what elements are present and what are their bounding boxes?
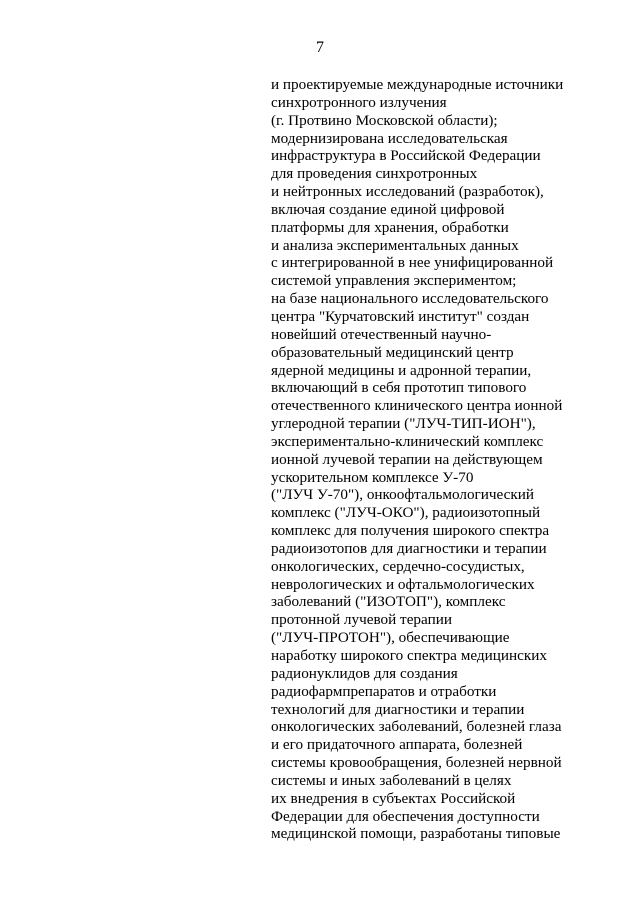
text-line: системы и иных заболеваний в целях [271,771,512,789]
text-line: включающий в себя прототип типового [271,379,527,397]
text-line: онкологических заболеваний, болезней глаза [271,718,562,736]
text-line: платформы для хранения, обработки [271,218,509,236]
text-line: медицинской помощи, разработаны типовые [271,825,561,843]
text-line: инфраструктура в Российской Федерации [271,147,541,165]
text-line: синхротронного излучения [271,93,447,111]
text-line: ("ЛУЧ-ПРОТОН"), обеспечивающие [271,629,510,647]
text-line: и его придаточного аппарата, болезней [271,736,523,754]
text-line: системой управления экспериментом; [271,272,517,290]
text-line: и нейтронных исследований (разработок), [271,183,544,201]
text-line: ионной лучевой терапии на действующем [271,450,543,468]
text-line: заболеваний ("ИЗОТОП"), комплекс [271,593,506,611]
text-line: экспериментально-клинический комплекс [271,432,544,450]
text-line: комплекс ("ЛУЧ-ОКО"), радиоизотопный [271,504,541,522]
text-line: отечественного клинического центра ионной [271,397,563,415]
text-line: и анализа экспериментальных данных [271,236,519,254]
text-line: ядерной медицины и адронной терапии, [271,361,532,379]
text-line: для проведения синхротронных [271,165,478,183]
text-line: неврологических и офтальмологических [271,575,535,593]
text-line: (г. Протвино Московской области); [271,111,498,129]
document-body [271,76,631,843]
text-line: Федерации для обеспечения доступности [271,807,540,825]
text-line: наработку широкого спектра медицинских [271,647,547,664]
text-line: ускорительном комплексе У-70 [271,468,474,486]
page-number: 7 [316,39,324,56]
text-line: системы кровообращения, болезней нервной [271,754,562,772]
text-line: радиоизотопов для диагностики и терапии [271,539,547,557]
text-line: образовательный медицинский центр [271,343,514,361]
text-line: модернизирована исследовательская [271,129,508,147]
text-line: центра "Курчатовский институт" создан [271,307,530,325]
text-line: и проектируемые международные источники [271,76,564,93]
text-line: ("ЛУЧ У-70"), онкоофтальмологический [271,486,535,504]
text-line: онкологических, сердечно-сосудистых, [271,557,525,575]
text-line: с интегрированной в нее унифицированной [271,254,554,272]
text-line: углеродной терапии ("ЛУЧ-ТИП-ИОН"), [271,415,536,433]
text-line: комплекс для получения широкого спектра [271,522,550,540]
text-line: на базе национального исследовательского [271,290,549,308]
text-line: радиофармпрепаратов и отработки [271,682,497,700]
text-line: включая создание единой цифровой [271,200,505,218]
text-line: их внедрения в субъектах Российской [271,789,516,807]
text-line: новейший отечественный научно- [271,325,492,343]
text-line: радионуклидов для создания [271,664,458,682]
text-line: протонной лучевой терапии [271,611,452,629]
text-line: технологий для диагностики и терапии [271,700,525,718]
